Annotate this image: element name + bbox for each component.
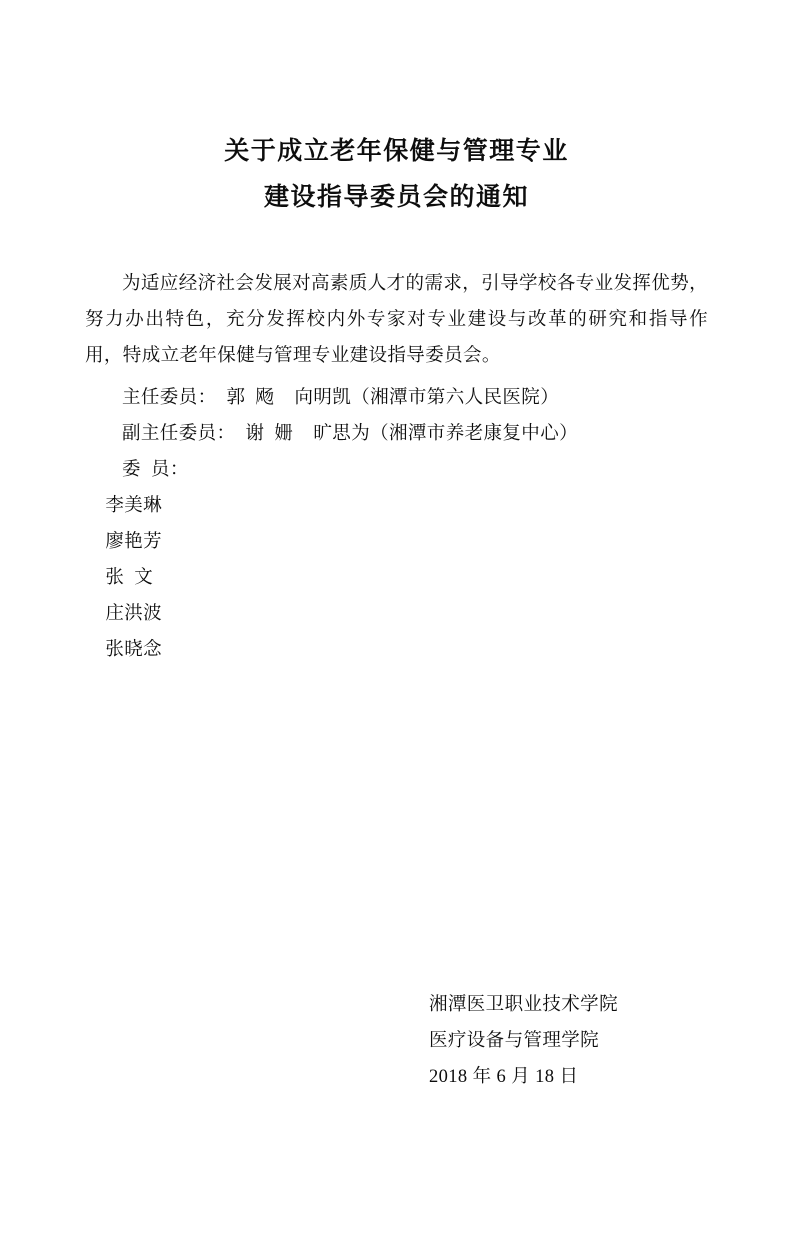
committee-roster <box>85 380 708 668</box>
roster-line-chair: 主任委员： 郭 飏 向明凯（湘潭市第六人民医院） <box>122 388 560 408</box>
signature-department: 医疗设备与管理学院 <box>428 1031 600 1051</box>
list-item: 李美琳 <box>105 496 163 516</box>
list-item: 廖艳芳 <box>105 532 163 552</box>
title-line-1: 关于成立老年保健与管理专业 <box>224 137 569 165</box>
signature-institution: 湘潭医卫职业技术学院 <box>428 995 618 1015</box>
signature-block <box>429 987 618 1095</box>
list-item: 庄洪波 <box>105 604 163 624</box>
document-title <box>85 128 708 220</box>
signature-date: 2018 年 6 月 18 日 <box>428 1067 579 1087</box>
list-item: 张 文 <box>105 568 154 588</box>
document-body <box>85 266 708 668</box>
roster-line-vice-chair: 副主任委员： 谢 姗 旷思为（湘潭市养老康复中心） <box>122 424 579 444</box>
list-item: 张晓念 <box>105 640 163 660</box>
document-page <box>0 128 793 1250</box>
title-line-2: 建设指导委员会的通知 <box>263 183 529 211</box>
body-paragraph: 为适应经济社会发展对高素质人才的需求，引导学校各专业发挥优势，努力办出特色，充分发挥校内外专家对专业建设与改革的研究和指导作用，特成立老年保健与管理专业建设指导委员会。 <box>85 274 708 366</box>
roster-line-members-label: 委 员： <box>122 460 189 480</box>
